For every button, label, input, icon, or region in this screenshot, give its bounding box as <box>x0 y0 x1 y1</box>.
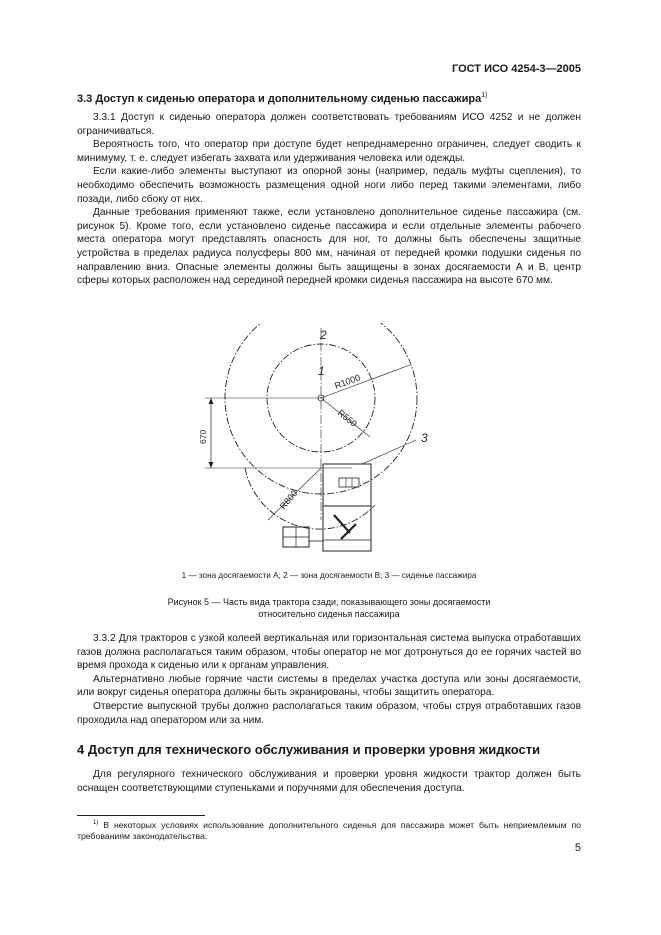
passenger-seat <box>323 464 371 506</box>
figure-legend: 1 — зона досягаемости А; 2 — зона досягаемости В; 3 — сиденье пассажира <box>181 571 477 580</box>
r1000-dimension: R1000 <box>333 372 362 391</box>
paragraph: Вероятность того, что оператор при доступе будет непреднамеренно ограничен, следует сводить к минимуму, т. е. следует избегать захвата или удерживания человека или одежды. <box>77 139 581 164</box>
paragraph: Отверстие выпускной трубы должно располагаться таким образом, чтобы струя отработавших газов проходила над оператором или за ним. <box>77 700 581 726</box>
paragraph: Для регулярного технического обслуживания и проверки уровня жидкости трактор должен быть оснащен соответствующими ступеньками и поручнями для обеспечения доступа. <box>77 769 581 794</box>
section-4-title: 4 Доступ для технического обслуживания и проверки уровня жидкости <box>77 742 541 757</box>
seat-detail <box>339 478 359 487</box>
zone-1-label: 1 <box>318 364 325 378</box>
section-4-body <box>77 768 581 795</box>
section-3-3-title <box>77 92 487 105</box>
dimension-arrowhead <box>209 462 214 468</box>
figure-5-drawing <box>150 323 450 568</box>
control-lever <box>334 515 350 533</box>
figure-caption <box>77 596 581 620</box>
paragraph: 3.3.2 Для тракторов с узкой колеей вертикальная или горизонтальная система выпуска отработавших газов должна располагаться таким образом, чтобы оператор не мог дотронуться до ее горячих частей во время прохода к сиденью или к органам управления. <box>77 633 581 672</box>
section-3-3-2-body <box>77 632 581 727</box>
paragraph: Альтернативно любые горячие части системы в пределах участка доступа или зоны досягаемости, или вокруг сиденья оператора должны быть экранированы, чтобы защитить оператора. <box>77 673 581 699</box>
seat-label-leader <box>362 440 416 464</box>
r550-dimension: R550 <box>335 407 359 429</box>
section-3-3-body <box>77 111 581 288</box>
footnote-mark: 1) <box>93 820 99 826</box>
document-header-code: ГОСТ ИСО 4254-3—2005 <box>451 63 581 75</box>
paragraph: Данные требования применяют также, если установлено дополнительное сиденье пассажира (см. рисунок 5). Кроме того, если установлено сиденье пассажира и если отдельные элементы рабочего места оператора могут представлять опасность для ног, то должны быть обеспечены защитные устройства в пределах радиуса полусферы 800 мм, начиная от передней кромки подушки сиденья по направлению вниз. Опасные элементы должны быть защищены в зонах досягаемости А и В, центр сферы которых расположен над серединой передней кромки сиденья пассажира на высоте 670 мм. <box>77 207 581 287</box>
paragraph: Если какие-либо элементы выступают из опорной зоны (например, педаль муфты сцепления), то необходимо обеспечить возможность размещения одной ноги либо перед такими элементами, либо позади, либо сбоку от них. <box>77 166 581 205</box>
section-3-3-title-text: 3.3 Доступ к сиденью оператора и дополнительному сиденью пассажира <box>77 93 482 105</box>
page-number: 5 <box>574 842 581 854</box>
footnote <box>77 818 581 842</box>
paragraph: 3.3.1 Доступ к сиденью оператора должен соответствовать требованиям ИСО 4252 и не должен ограничиваться. <box>77 112 581 137</box>
dimension-arrowhead <box>209 398 214 404</box>
figure-caption-line: Рисунок 5 — Часть вида трактора сзади, показывающего зоны досягаемости <box>167 597 491 607</box>
seat-label: 3 <box>421 431 428 445</box>
footnote-text: В некоторых условиях использование дополнительного сиденья для пассажира может быть неприемлемым по требованиям законодательства. <box>77 820 581 842</box>
footnote-reference: 1) <box>481 92 488 99</box>
zone-2-label: 2 <box>320 328 327 342</box>
footnote-separator <box>77 815 205 816</box>
height-670-dimension: 670 <box>198 429 208 444</box>
figure-caption-line: относительно сиденья пассажира <box>258 609 400 619</box>
r800-dimension: R800 <box>277 488 300 512</box>
hemisphere-r800-arc <box>245 468 375 529</box>
